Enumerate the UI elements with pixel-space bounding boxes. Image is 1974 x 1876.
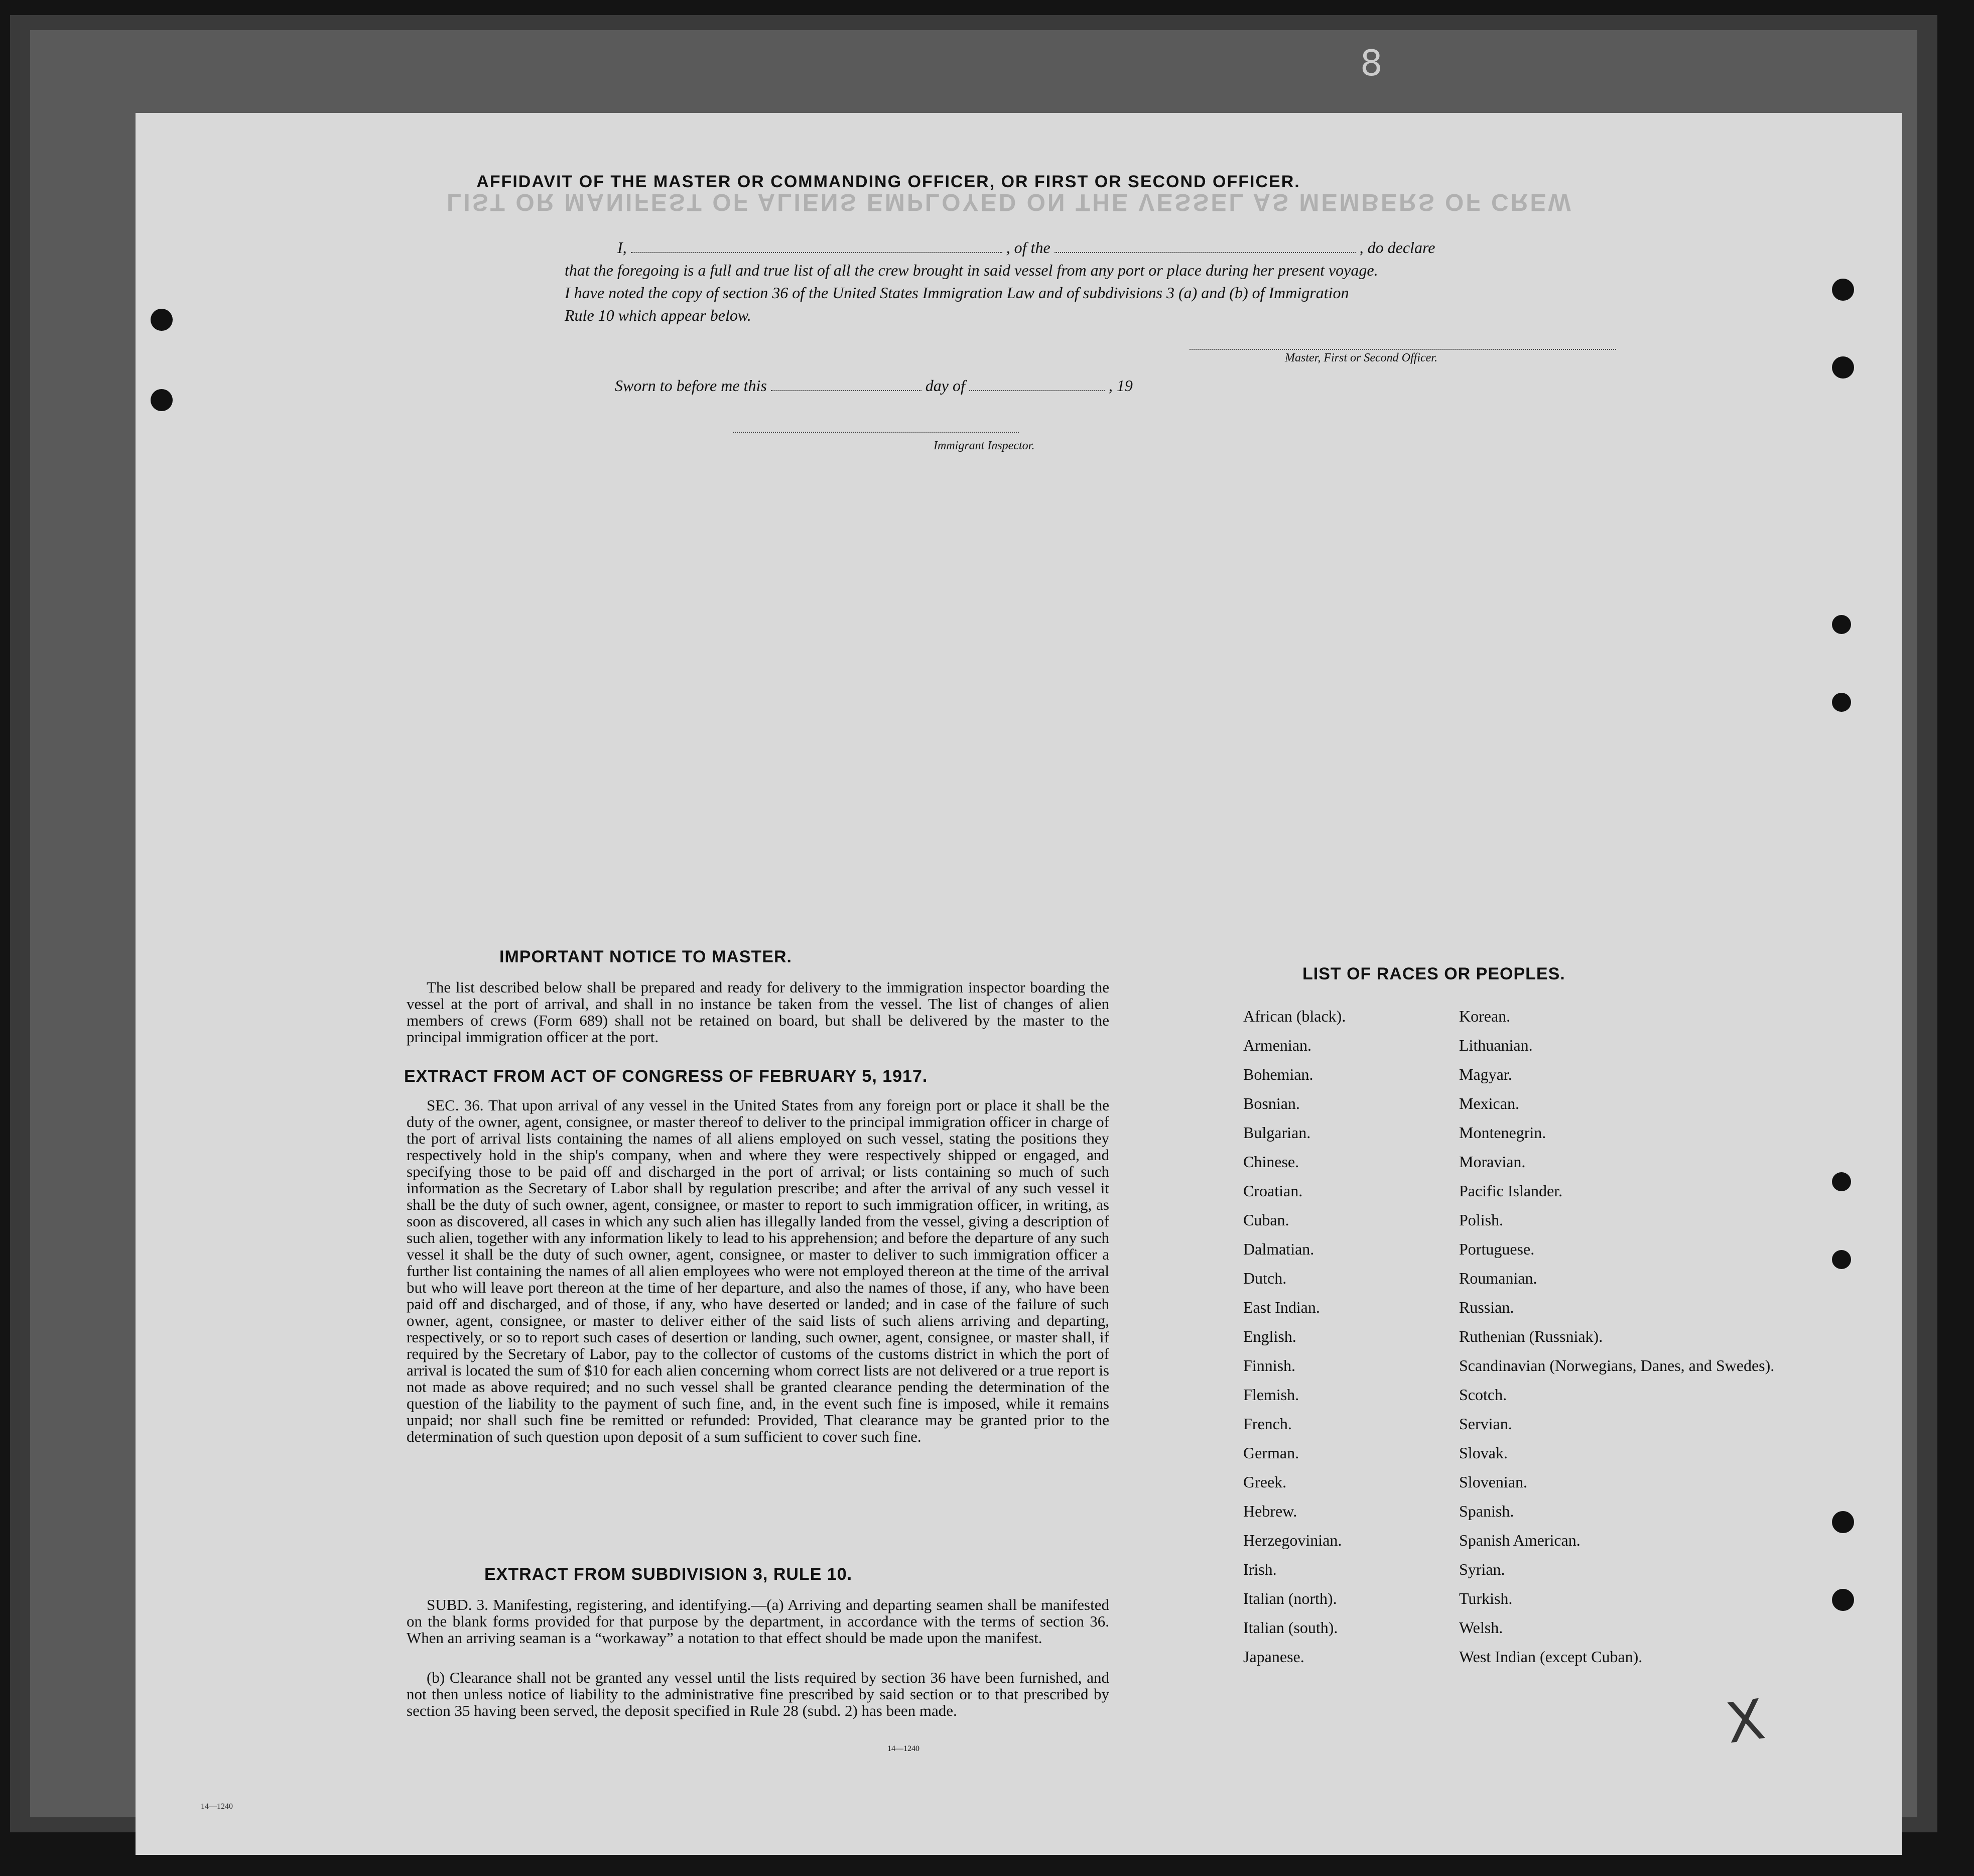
name-blank	[631, 252, 1002, 253]
rule-extract-para-b: (b) Clearance shall not be granted any vessel until the lists required by section 36 have been furnished, and not then unless notice of liability to the administrative fine prescribed by said section or to that prescribed by section 35 having been served, the deposit specified in Rule 28 (subd. 2) has been made.	[407, 1669, 1109, 1719]
race-item: Russian.	[1459, 1298, 1514, 1316]
binding-hole	[1832, 279, 1854, 301]
race-item: West Indian (except Cuban).	[1459, 1648, 1643, 1666]
race-item: Scotch.	[1459, 1386, 1507, 1404]
affidavit-line1	[617, 238, 1646, 257]
race-item: Italian (north).	[1243, 1589, 1337, 1607]
race-item: Armenian.	[1243, 1036, 1311, 1054]
show-through-columns	[361, 474, 1867, 1027]
race-item: Dalmatian.	[1243, 1240, 1314, 1258]
binding-hole	[1832, 1511, 1854, 1533]
race-item: Scandinavian (Norwegians, Danes, and Swedes).	[1459, 1356, 1775, 1374]
race-item: German.	[1243, 1444, 1299, 1462]
day-of-text: day of	[925, 377, 965, 395]
race-item: Roumanian.	[1459, 1269, 1537, 1287]
act-extract-text: SEC. 36. That upon arrival of any vessel in the United States from any foreign port or place it shall be the duty of the owner, agent, consignee, or master thereof to deliver to the principal immigration officer in charge of the port of arrival lists containing the names of all aliens employed on such vessel, stating the positions they respectively hold in the ship's company, when and where they were respectively shipped or engaged, and specifying those to be paid off and discharged in the port of arrival; or lists containing so much of such information as the Secretary of Labor shall by regulation prescribe; and after the arrival of any such vessel it shall be the duty of such owner, agent, consignee, or master to report to such immigration officer, in writing, as soon as discovered, all cases in which any such alien has illegally landed from the vessel, giving a description of such alien, together with any information likely to lead to his apprehension; and before the departure of any such vessel it shall be the duty of such owner, agent, consignee, or master to deliver to such immigration officer a further list containing the names of all alien employees who were not employed thereon at the time of the arrival but who will leave port thereon at the time of her departure, and also the names of those, if any, who have been paid off and discharged, and of those, if any, who have deserted or landed; and in case of the failure of such owner, agent, consignee, or master to deliver either of the said lists of such aliens arriving and departing, respectively, or so to report such cases of desertion or landing, such owner, agent, consignee, or master shall, if required by the Secretary of Labor, pay to the collector of customs of the customs district in which the port of arrival is located the sum of $10 for each alien concerning whom correct lists are not delivered or a true report is not made as above required; and no such vessel shall be granted clearance pending the determination of the question of the liability to the payment of such fine, and, in the event such fine is imposed, while it remains unpaid; nor shall such fine be remitted or refunded: Provided, That clearance may be granted prior to the determination of such question upon deposit of a sum sufficient to cover such fine.	[407, 1096, 1109, 1445]
race-item: East Indian.	[1243, 1298, 1320, 1316]
binding-hole	[1832, 615, 1851, 634]
notice-text: The list described below shall be prepared and ready for delivery to the immigration inspector boarding the vessel at the port of arrival, and shall in no instance be taken from the vessel. The list of changes of alien members of crews (Form 689) shall not be retained on board, but shall be delivered by the master to the principal immigration officer at the port.	[407, 978, 1109, 1046]
race-item: Magyar.	[1459, 1065, 1512, 1083]
inspector-caption: Immigrant Inspector.	[934, 439, 1035, 452]
races-title: LIST OF RACES OR PEOPLES.	[1302, 964, 1565, 983]
race-item: French.	[1243, 1415, 1292, 1433]
vessel-blank	[1055, 252, 1356, 253]
race-item: Dutch.	[1243, 1269, 1287, 1287]
race-item: Irish.	[1243, 1560, 1277, 1578]
year-text: , 19	[1108, 377, 1133, 395]
master-signature-line	[1190, 349, 1616, 350]
race-item: English.	[1243, 1327, 1296, 1345]
races-left-column	[1243, 1002, 1454, 1671]
binding-hole	[151, 389, 173, 411]
binding-hole	[1832, 356, 1854, 379]
race-item: Chinese.	[1243, 1153, 1299, 1171]
race-item: Bohemian.	[1243, 1065, 1313, 1083]
race-item: Slovenian.	[1459, 1473, 1527, 1491]
affidavit-title: AFFIDAVIT OF THE MASTER OR COMMANDING OFFICER, OR FIRST OR SECOND OFFICER.	[476, 172, 1300, 191]
sworn-blank	[771, 390, 922, 391]
race-item: Greek.	[1243, 1473, 1287, 1491]
race-item: Portuguese.	[1459, 1240, 1535, 1258]
race-item: Ruthenian (Russniak).	[1459, 1327, 1603, 1345]
race-item: Italian (south).	[1243, 1618, 1338, 1637]
race-item: Lithuanian.	[1459, 1036, 1533, 1054]
race-item: Bosnian.	[1243, 1094, 1300, 1112]
race-item: Finnish.	[1243, 1356, 1296, 1374]
pencil-x-mark: X	[1722, 1687, 1769, 1756]
notice-title: IMPORTANT NOTICE TO MASTER.	[499, 947, 792, 966]
rule-extract-title: EXTRACT FROM SUBDIVISION 3, RULE 10.	[484, 1565, 853, 1584]
binding-hole	[1832, 1172, 1851, 1191]
race-item: Mexican.	[1459, 1094, 1519, 1112]
race-item: Polish.	[1459, 1211, 1504, 1229]
binding-hole	[1832, 1589, 1854, 1611]
race-item: Croatian.	[1243, 1182, 1303, 1200]
race-item: Korean.	[1459, 1007, 1511, 1025]
race-item: Servian.	[1459, 1415, 1512, 1433]
race-item: Hebrew.	[1243, 1502, 1297, 1520]
race-item: African (black).	[1243, 1007, 1346, 1025]
race-item: Spanish.	[1459, 1502, 1514, 1520]
form-number: 14—1240	[887, 1744, 919, 1753]
affidavit-of-the: , of the	[1006, 238, 1050, 257]
day-blank	[969, 390, 1105, 391]
affidavit-i: I,	[617, 238, 627, 257]
race-item: Herzegovinian.	[1243, 1531, 1342, 1549]
race-item: Slovak.	[1459, 1444, 1508, 1462]
affidavit-declare: , do declare	[1359, 238, 1435, 257]
race-item: Moravian.	[1459, 1153, 1526, 1171]
binding-hole	[151, 309, 173, 331]
races-right-column	[1459, 1002, 1775, 1671]
race-item: Pacific Islander.	[1459, 1182, 1563, 1200]
race-item: Bulgarian.	[1243, 1123, 1311, 1142]
affidavit-line4: Rule 10 which appear below.	[565, 306, 751, 324]
sworn-text: Sworn to before me this	[615, 377, 767, 395]
inspector-signature-line	[733, 432, 1019, 433]
binding-hole	[1832, 1250, 1851, 1269]
act-extract-title: EXTRACT FROM ACT OF CONGRESS OF FEBRUARY 5, 1917.	[404, 1067, 928, 1086]
race-item: Welsh.	[1459, 1618, 1503, 1637]
rule-extract-para-a: SUBD. 3. Manifesting, registering, and identifying.—(a) Arriving and departing seamen shall be manifested on the blank forms provided for that purpose by the department, in accordance with the terms of section 36. When an arriving seaman is a “workaway” a notation to that effect should be made upon the manifest.	[407, 1596, 1109, 1647]
manifest-page	[136, 113, 1902, 1855]
handwritten-page-number: 8	[1360, 43, 1383, 84]
race-item: Montenegrin.	[1459, 1123, 1546, 1142]
show-through-text: LIST OR MANIFEST OF ALIENS EMPLOYED ON THE VESSEL AS MEMBERS OF CREW	[447, 189, 1573, 215]
affidavit-line2: that the foregoing is a full and true list of all the crew brought in said vessel from any port or place during her present voyage.	[565, 261, 1378, 279]
affidavit-line3: I have noted the copy of section 36 of the United States Immigration Law and of subdivisions 3 (a) and (b) of Immigration	[565, 284, 1349, 302]
bottom-form-number: 14—1240	[201, 1802, 233, 1811]
race-item: Flemish.	[1243, 1386, 1299, 1404]
master-caption: Master, First or Second Officer.	[1285, 351, 1437, 364]
sworn-line	[615, 377, 1133, 395]
race-item: Syrian.	[1459, 1560, 1505, 1578]
race-item: Japanese.	[1243, 1648, 1304, 1666]
race-item: Spanish American.	[1459, 1531, 1581, 1549]
binding-hole	[1832, 693, 1851, 712]
race-item: Cuban.	[1243, 1211, 1289, 1229]
race-item: Turkish.	[1459, 1589, 1513, 1607]
